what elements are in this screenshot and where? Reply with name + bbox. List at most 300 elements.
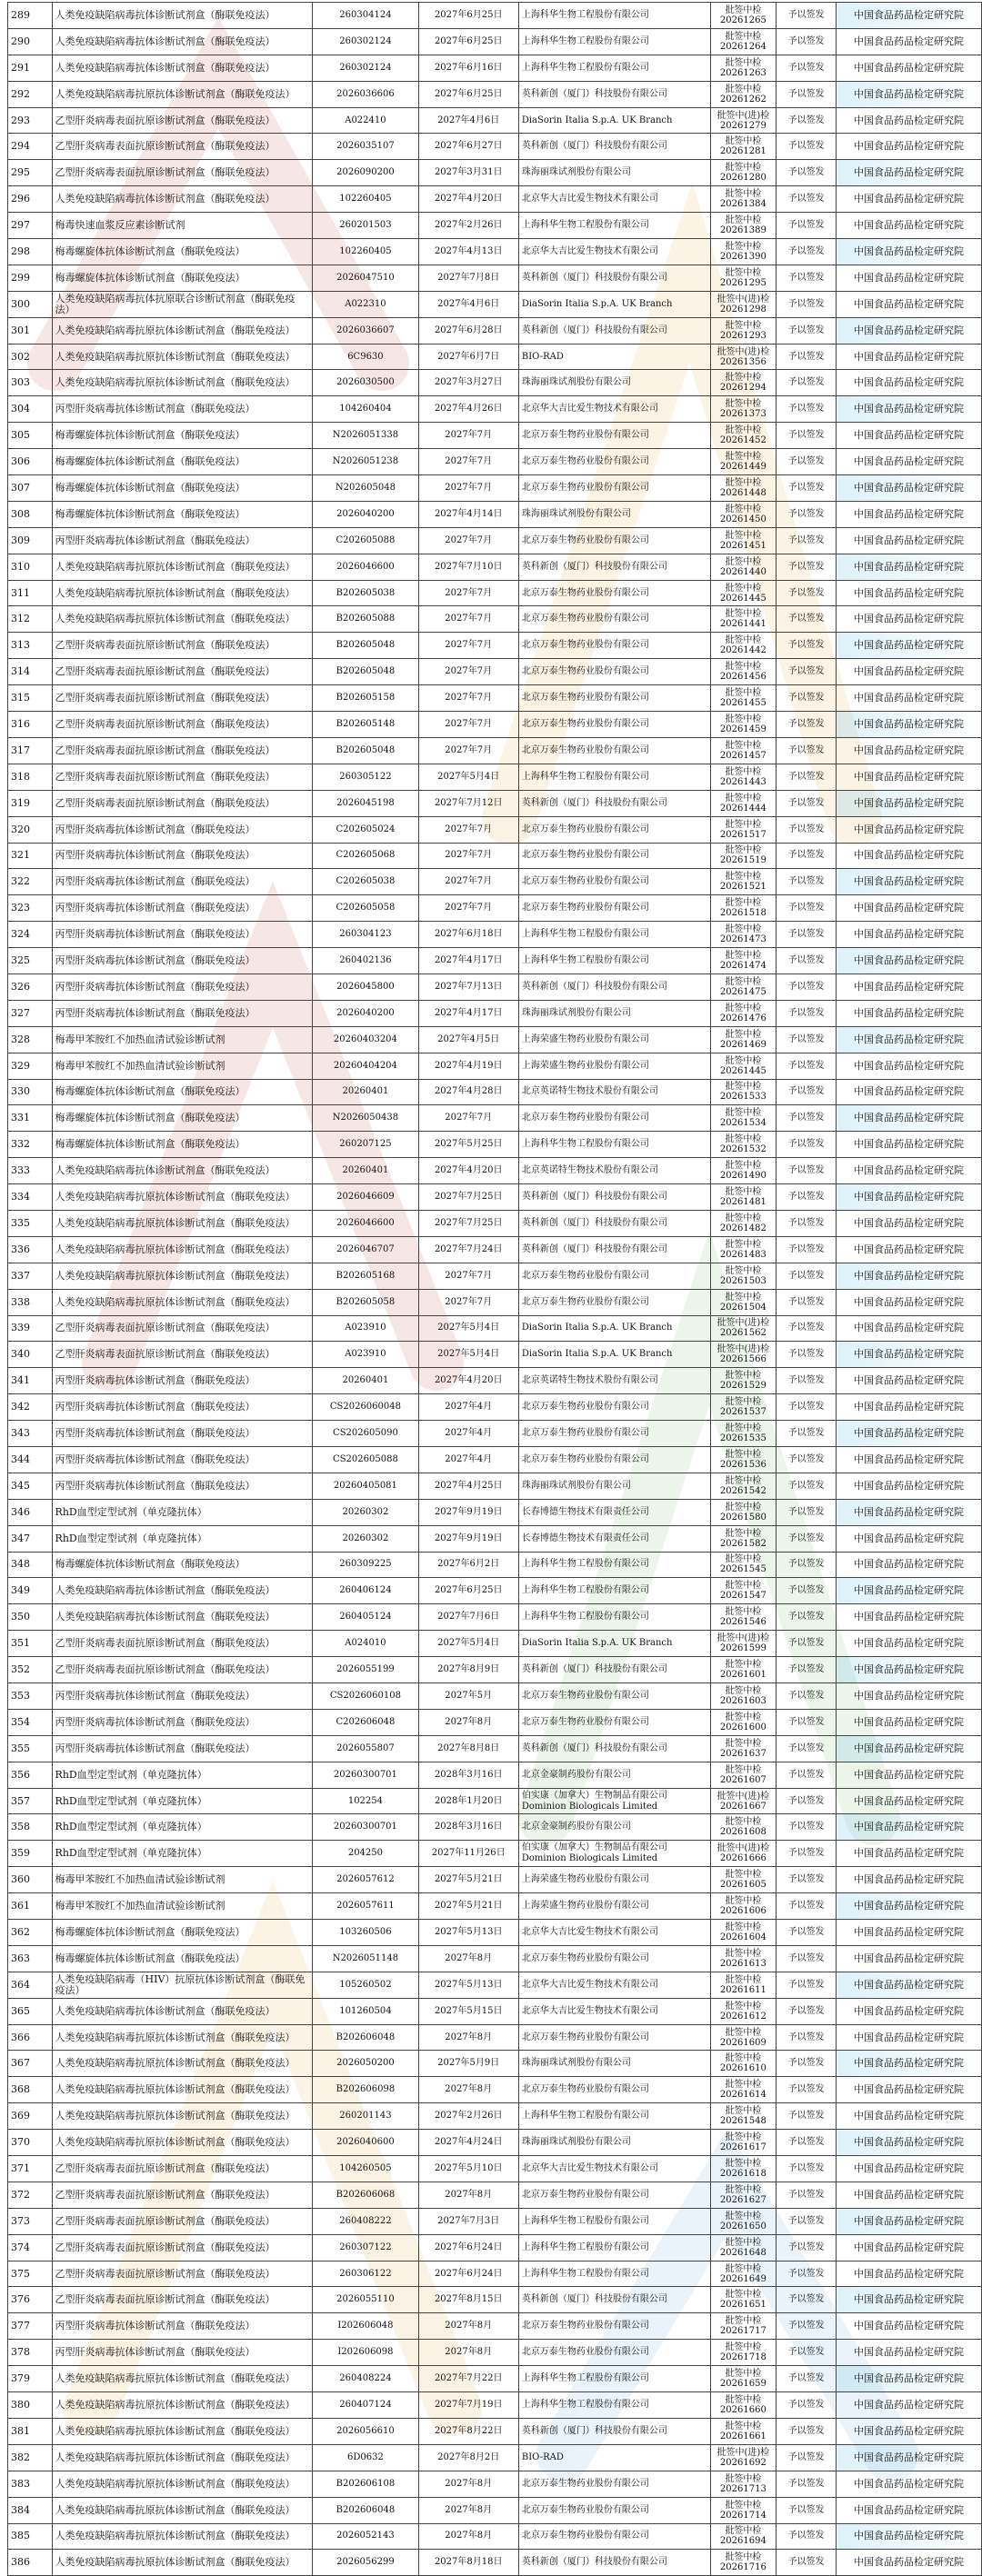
- manufacturer: 北京万泰生物药业股份有限公司: [518, 1263, 710, 1289]
- conclusion: 予以签发: [777, 501, 837, 527]
- product-name: RhD血型定型试剂（单克隆抗体）: [52, 1788, 313, 1814]
- certificate-number: 批签中检 20261474: [710, 948, 777, 974]
- row-number: 341: [8, 1368, 53, 1394]
- expiry-date: 2027年7月: [418, 895, 518, 922]
- certificate-number: 批签中检 20261534: [710, 1105, 777, 1132]
- batch-number: 101260504: [313, 1998, 418, 2024]
- table-row: [8, 2444, 982, 2471]
- product-name: 人类免疫缺陷病毒抗原抗体诊断试剂盒（酶联免疫法）: [52, 1210, 313, 1236]
- conclusion: 予以签发: [777, 1972, 837, 1998]
- conclusion: 予以签发: [777, 396, 837, 423]
- product-name: 乙型肝炎病毒表面抗原诊断试剂盒（酶联免疫法）: [52, 2156, 313, 2182]
- row-number: 338: [8, 1289, 53, 1315]
- manufacturer: 英科新创（厦门）科技股份有限公司: [518, 973, 710, 1000]
- batch-number: 2026050200: [313, 2051, 418, 2077]
- certificate-number: 批签中检 20261450: [710, 501, 777, 527]
- certificate-number: 批签中检 20261262: [710, 81, 777, 107]
- expiry-date: 2027年7月: [418, 580, 518, 606]
- issuing-agency: 中国食品药品检定研究院: [837, 1920, 982, 1946]
- row-number: 297: [8, 213, 53, 239]
- table-row: [8, 1132, 982, 1158]
- expiry-date: 2027年7月6日: [418, 1604, 518, 1631]
- issuing-agency: 中国食品药品检定研究院: [837, 2208, 982, 2234]
- product-name: 梅毒快速血浆反应素诊断试剂: [52, 213, 313, 239]
- product-name: 乙型肝炎病毒表面抗原诊断试剂盒（酶联免疫法）: [52, 2287, 313, 2313]
- table-row: [8, 554, 982, 580]
- expiry-date: 2027年4月20日: [418, 186, 518, 213]
- conclusion: 予以签发: [777, 1236, 837, 1263]
- manufacturer: 北京英诺特生物技术股份有限公司: [518, 1368, 710, 1394]
- conclusion: 予以签发: [777, 370, 837, 396]
- table-row: [8, 973, 982, 1000]
- manufacturer: 珠海丽珠试剂股份有限公司: [518, 1000, 710, 1026]
- certificate-number: 批签中检 20261294: [710, 370, 777, 396]
- batch-number: B202605048: [313, 737, 418, 764]
- certificate-number: 批签中检 20261607: [710, 1762, 777, 1788]
- product-name: 丙型肝炎病毒抗体诊断试剂盒（酶联免疫法）: [52, 973, 313, 1000]
- certificate-number: 批签中检 20261648: [710, 2234, 777, 2261]
- certificate-number: 批签中检 20261627: [710, 2182, 777, 2208]
- issuing-agency: 中国食品药品检定研究院: [837, 1657, 982, 1683]
- certificate-number: 批签中检 20261580: [710, 1499, 777, 1525]
- row-number: 344: [8, 1446, 53, 1473]
- conclusion: 予以签发: [777, 2261, 837, 2287]
- table-row: [8, 2392, 982, 2419]
- product-name: 丙型肝炎病毒抗体诊断试剂盒（酶联免疫法）: [52, 527, 313, 554]
- certificate-number: 批签中检 20261449: [710, 449, 777, 475]
- table-row: [8, 790, 982, 816]
- certificate-number: 批签中检 20261605: [710, 1867, 777, 1893]
- issuing-agency: 中国食品药品检定研究院: [837, 659, 982, 685]
- expiry-date: 2027年4月: [418, 1421, 518, 1447]
- manufacturer: 英科新创（厦门）科技股份有限公司: [518, 1184, 710, 1211]
- product-name: 丙型肝炎病毒抗体诊断试剂盒（酶联免疫法）: [52, 1446, 313, 1473]
- issuing-agency: 中国食品药品检定研究院: [837, 1709, 982, 1735]
- conclusion: 予以签发: [777, 2077, 837, 2103]
- product-name: 乙型肝炎病毒表面抗原诊断试剂盒（酶联免疫法）: [52, 134, 313, 160]
- table-row: [8, 1499, 982, 1525]
- table-row: [8, 685, 982, 712]
- table-row: [8, 1158, 982, 1184]
- certificate-number: 批签中检 20261265: [710, 3, 777, 29]
- certificate-number: 批签中检 20261650: [710, 2208, 777, 2234]
- row-number: 328: [8, 1026, 53, 1053]
- product-name: 人类免疫缺陷病毒抗体诊断试剂盒（酶联免疫法）: [52, 1158, 313, 1184]
- row-number: 371: [8, 2156, 53, 2182]
- issuing-agency: 中国食品药品检定研究院: [837, 1342, 982, 1368]
- certificate-number: 批签中检 20261452: [710, 423, 777, 449]
- batch-number: 20260300701: [313, 1814, 418, 1841]
- issuing-agency: 中国食品药品检定研究院: [837, 2130, 982, 2156]
- row-number: 385: [8, 2523, 53, 2550]
- issuing-agency: 中国食品药品检定研究院: [837, 869, 982, 895]
- issuing-agency: 中国食品药品检定研究院: [837, 1289, 982, 1315]
- certificate-number: 批签中检 20261612: [710, 1998, 777, 2024]
- expiry-date: 2027年9月19日: [418, 1525, 518, 1552]
- expiry-date: 2027年2月26日: [418, 2103, 518, 2130]
- expiry-date: 2027年3月27日: [418, 370, 518, 396]
- expiry-date: 2027年5月15日: [418, 1998, 518, 2024]
- table-row: [8, 186, 982, 213]
- expiry-date: 2027年7月: [418, 685, 518, 712]
- table-row: [8, 291, 982, 317]
- conclusion: 予以签发: [777, 81, 837, 107]
- conclusion: 予以签发: [777, 2444, 837, 2471]
- issuing-agency: 中国食品药品检定研究院: [837, 973, 982, 1000]
- batch-number: 20260405081: [313, 1473, 418, 1499]
- issuing-agency: 中国食品药品检定研究院: [837, 2444, 982, 2471]
- row-number: 329: [8, 1053, 53, 1079]
- table-row: [8, 1920, 982, 1946]
- product-name: 人类免疫缺陷病毒抗原抗体诊断试剂盒（酶联免疫法）: [52, 1289, 313, 1315]
- manufacturer: 北京万泰生物药业股份有限公司: [518, 1289, 710, 1315]
- row-number: 322: [8, 869, 53, 895]
- batch-number: 20260302: [313, 1525, 418, 1552]
- certificate-number: 批签中检 20261475: [710, 973, 777, 1000]
- expiry-date: 2027年7月19日: [418, 2392, 518, 2419]
- table-row: [8, 527, 982, 554]
- conclusion: 予以签发: [777, 28, 837, 55]
- certificate-number: 批签中检 20261384: [710, 186, 777, 213]
- product-name: 人类免疫缺陷病毒抗体诊断试剂盒（酶联免疫法）: [52, 3, 313, 29]
- row-number: 296: [8, 186, 53, 213]
- batch-number: B202605048: [313, 633, 418, 659]
- table-row: [8, 1315, 982, 1342]
- manufacturer: 上海科华生物工程股份有限公司: [518, 2103, 710, 2130]
- certificate-number: 批签中检 20261637: [710, 1735, 777, 1762]
- product-name: 人类免疫缺陷病毒抗原抗体诊断试剂盒（酶联免疫法）: [52, 81, 313, 107]
- conclusion: 予以签发: [777, 1263, 837, 1289]
- certificate-number: 批签中检 20261293: [710, 317, 777, 344]
- manufacturer: 北京万泰生物药业股份有限公司: [518, 869, 710, 895]
- expiry-date: 2027年5月21日: [418, 1893, 518, 1920]
- certificate-number: 批签中(进)检 20261566: [710, 1342, 777, 1368]
- certificate-number: 批签中(进)检 20261692: [710, 2444, 777, 2471]
- expiry-date: 2028年1月20日: [418, 1788, 518, 1814]
- table-row: [8, 895, 982, 922]
- expiry-date: 2027年7月25日: [418, 1184, 518, 1211]
- product-name: 梅毒螺旋体抗体诊断试剂盒（酶联免疫法）: [52, 1945, 313, 1972]
- table-row: [8, 134, 982, 160]
- manufacturer: 珠海丽珠试剂股份有限公司: [518, 2130, 710, 2156]
- table-row: [8, 2261, 982, 2287]
- certificate-number: 批签中(进)检 20261562: [710, 1315, 777, 1342]
- row-number: 368: [8, 2077, 53, 2103]
- product-name: 人类免疫缺陷病毒抗原抗体诊断试剂盒（酶联免疫法）: [52, 317, 313, 344]
- row-number: 301: [8, 317, 53, 344]
- issuing-agency: 中国食品药品检定研究院: [837, 2418, 982, 2444]
- batch-number: A024010: [313, 1631, 418, 1657]
- table-row: [8, 659, 982, 685]
- conclusion: 予以签发: [777, 1578, 837, 1604]
- table-row: [8, 1709, 982, 1735]
- manufacturer: 北京万泰生物药业股份有限公司: [518, 2523, 710, 2550]
- expiry-date: 2027年3月31日: [418, 160, 518, 186]
- certificate-number: 批签中检 20261442: [710, 633, 777, 659]
- batch-number: I202606098: [313, 2340, 418, 2366]
- conclusion: 予以签发: [777, 1210, 837, 1236]
- manufacturer: BIO-RAD: [518, 2444, 710, 2471]
- certificate-number: 批签中检 20261651: [710, 2287, 777, 2313]
- certificate-number: 批签中检 20261661: [710, 2418, 777, 2444]
- batch-number: 2026045800: [313, 973, 418, 1000]
- conclusion: 予以签发: [777, 55, 837, 81]
- issuing-agency: 中国食品药品检定研究院: [837, 922, 982, 948]
- conclusion: 予以签发: [777, 2051, 837, 2077]
- certificate-number: 批签中检 20261457: [710, 737, 777, 764]
- conclusion: 予以签发: [777, 527, 837, 554]
- conclusion: 予以签发: [777, 2340, 837, 2366]
- conclusion: 予以签发: [777, 213, 837, 239]
- row-number: 374: [8, 2234, 53, 2261]
- issuing-agency: 中国食品药品检定研究院: [837, 633, 982, 659]
- conclusion: 予以签发: [777, 1132, 837, 1158]
- product-name: 人类免疫缺陷病毒抗体诊断试剂盒（酶联免疫法）: [52, 186, 313, 213]
- issuing-agency: 中国食品药品检定研究院: [837, 1368, 982, 1394]
- issuing-agency: 中国食品药品检定研究院: [837, 1552, 982, 1578]
- product-name: 乙型肝炎病毒表面抗原诊断试剂盒（酶联免疫法）: [52, 712, 313, 738]
- conclusion: 予以签发: [777, 895, 837, 922]
- batch-number: 2026040200: [313, 501, 418, 527]
- issuing-agency: 中国食品药品检定研究院: [837, 396, 982, 423]
- conclusion: 予以签发: [777, 2156, 837, 2182]
- expiry-date: 2027年6月25日: [418, 28, 518, 55]
- certificate-number: 批签中检 20261448: [710, 475, 777, 502]
- row-number: 340: [8, 1342, 53, 1368]
- row-number: 362: [8, 1920, 53, 1946]
- table-row: [8, 475, 982, 502]
- product-name: 乙型肝炎病毒表面抗原诊断试剂盒（酶联免疫法）: [52, 2208, 313, 2234]
- row-number: 306: [8, 449, 53, 475]
- certificate-number: 批签中检 20261545: [710, 1552, 777, 1578]
- conclusion: 予以签发: [777, 633, 837, 659]
- product-name: 乙型肝炎病毒表面抗原诊断试剂盒（酶联免疫法）: [52, 737, 313, 764]
- conclusion: 予以签发: [777, 1867, 837, 1893]
- product-name: 乙型肝炎病毒表面抗原诊断试剂盒（酶联免疫法）: [52, 160, 313, 186]
- product-name: 丙型肝炎病毒抗体诊断试剂盒（酶联免疫法）: [52, 922, 313, 948]
- table-row: [8, 449, 982, 475]
- row-number: 289: [8, 3, 53, 29]
- certificate-number: 批签中检 20261443: [710, 764, 777, 790]
- table-row: [8, 1552, 982, 1578]
- batch-number: 2026030500: [313, 370, 418, 396]
- expiry-date: 2027年5月13日: [418, 1972, 518, 1998]
- issuing-agency: 中国食品药品检定研究院: [837, 764, 982, 790]
- batch-number: 2026090200: [313, 160, 418, 186]
- table-row: [8, 712, 982, 738]
- batch-number: N2026051148: [313, 1945, 418, 1972]
- certificate-number: 批签中检 20261718: [710, 2340, 777, 2366]
- manufacturer: 北京华大吉比爱生物技术有限公司: [518, 396, 710, 423]
- table-row: [8, 2051, 982, 2077]
- row-number: 339: [8, 1315, 53, 1342]
- expiry-date: 2027年9月19日: [418, 1499, 518, 1525]
- table-row: [8, 2024, 982, 2051]
- row-number: 349: [8, 1578, 53, 1604]
- issuing-agency: 中国食品药品检定研究院: [837, 28, 982, 55]
- certificate-number: 批签中检 20261649: [710, 2261, 777, 2287]
- product-name: 人类免疫缺陷病毒抗体抗原联合诊断试剂盒（酶联免疫法）: [52, 291, 313, 317]
- product-name: 丙型肝炎病毒抗体诊断试剂盒（酶联免疫法）: [52, 816, 313, 843]
- conclusion: 予以签发: [777, 317, 837, 344]
- table-row: [8, 2471, 982, 2497]
- table-row: [8, 1867, 982, 1893]
- expiry-date: 2027年4月20日: [418, 1368, 518, 1394]
- expiry-date: 2027年6月25日: [418, 81, 518, 107]
- certificate-number: 批签中检 20261546: [710, 1604, 777, 1631]
- certificate-number: 批签中检 20261445: [710, 1053, 777, 1079]
- issuing-agency: 中国食品药品检定研究院: [837, 107, 982, 134]
- expiry-date: 2027年7月3日: [418, 2208, 518, 2234]
- expiry-date: 2027年6月7日: [418, 344, 518, 370]
- issuing-agency: 中国食品药品检定研究院: [837, 3, 982, 29]
- row-number: 350: [8, 1604, 53, 1631]
- issuing-agency: 中国食品药品检定研究院: [837, 1184, 982, 1211]
- certificate-number: 批签中检 20261444: [710, 790, 777, 816]
- issuing-agency: 中国食品药品检定研究院: [837, 737, 982, 764]
- manufacturer: 北京万泰生物药业股份有限公司: [518, 606, 710, 633]
- issuing-agency: 中国食品药品检定研究院: [837, 843, 982, 869]
- row-number: 332: [8, 1132, 53, 1158]
- manufacturer: 英科新创（厦门）科技股份有限公司: [518, 1236, 710, 1263]
- batch-number: 260304124: [313, 3, 418, 29]
- conclusion: 予以签发: [777, 239, 837, 265]
- expiry-date: 2027年8月18日: [418, 2550, 518, 2576]
- batch-number: B202606048: [313, 2024, 418, 2051]
- issuing-agency: 中国食品药品检定研究院: [837, 1158, 982, 1184]
- certificate-number: 批签中(进)检 20261298: [710, 291, 777, 317]
- manufacturer: 北京万泰生物药业股份有限公司: [518, 1683, 710, 1710]
- batch-number: CS202605090: [313, 1421, 418, 1447]
- product-name: 梅毒甲苯胺红不加热血清试验诊断试剂: [52, 1893, 313, 1920]
- row-number: 309: [8, 527, 53, 554]
- expiry-date: 2027年4月24日: [418, 2130, 518, 2156]
- conclusion: 予以签发: [777, 2497, 837, 2523]
- product-name: 人类免疫缺陷病毒抗原抗体诊断试剂盒（酶联免疫法）: [52, 2077, 313, 2103]
- row-number: 337: [8, 1263, 53, 1289]
- table-row: [8, 1105, 982, 1132]
- batch-number: 260307122: [313, 2234, 418, 2261]
- product-name: 乙型肝炎病毒表面抗原诊断试剂盒（酶联免疫法）: [52, 633, 313, 659]
- issuing-agency: 中国食品药品检定研究院: [837, 2366, 982, 2392]
- row-number: 292: [8, 81, 53, 107]
- row-number: 298: [8, 239, 53, 265]
- manufacturer: 英科新创（厦门）科技股份有限公司: [518, 1657, 710, 1683]
- product-name: 人类免疫缺陷病毒抗体诊断试剂盒（酶联免疫法）: [52, 1578, 313, 1604]
- manufacturer: 英科新创（厦门）科技股份有限公司: [518, 317, 710, 344]
- conclusion: 予以签发: [777, 1683, 837, 1710]
- certificate-number: 批签中检 20261459: [710, 712, 777, 738]
- manufacturer: 北京万泰生物药业股份有限公司: [518, 1446, 710, 1473]
- certificate-number: 批签中检 20261714: [710, 2497, 777, 2523]
- product-name: 人类免疫缺陷病毒抗原抗体诊断试剂盒（酶联免疫法）: [52, 554, 313, 580]
- expiry-date: 2028年3月16日: [418, 1814, 518, 1841]
- row-number: 335: [8, 1210, 53, 1236]
- row-number: 346: [8, 1499, 53, 1525]
- conclusion: 予以签发: [777, 1473, 837, 1499]
- certificate-number: 批签中检 20261445: [710, 580, 777, 606]
- issuing-agency: 中国食品药品检定研究院: [837, 2471, 982, 2497]
- table-row: [8, 1631, 982, 1657]
- product-name: 人类免疫缺陷病毒抗原抗体诊断试剂盒（酶联免疫法）: [52, 344, 313, 370]
- batch-number: 260207125: [313, 1132, 418, 1158]
- issuing-agency: 中国食品药品检定研究院: [837, 370, 982, 396]
- issuing-agency: 中国食品药品检定研究院: [837, 1604, 982, 1631]
- row-number: 315: [8, 685, 53, 712]
- table-row: [8, 1762, 982, 1788]
- row-number: 366: [8, 2024, 53, 2051]
- certificate-number: 批签中检 20261390: [710, 239, 777, 265]
- row-number: 317: [8, 737, 53, 764]
- table-row: [8, 2287, 982, 2313]
- expiry-date: 2027年6月24日: [418, 2234, 518, 2261]
- certificate-number: 批签中检 20261717: [710, 2313, 777, 2340]
- row-number: 313: [8, 633, 53, 659]
- issuing-agency: 中国食品药品检定研究院: [837, 1394, 982, 1421]
- issuing-agency: 中国食品药品检定研究院: [837, 1473, 982, 1499]
- row-number: 320: [8, 816, 53, 843]
- batch-number: 103260506: [313, 1920, 418, 1946]
- issuing-agency: 中国食品药品检定研究院: [837, 816, 982, 843]
- issuing-agency: 中国食品药品检定研究院: [837, 1841, 982, 1867]
- batch-number: 104260404: [313, 396, 418, 423]
- table-row: [8, 2208, 982, 2234]
- conclusion: 予以签发: [777, 3, 837, 29]
- batch-number: 2026046707: [313, 1236, 418, 1263]
- expiry-date: 2027年4月17日: [418, 1000, 518, 1026]
- expiry-date: 2027年4月25日: [418, 1473, 518, 1499]
- certificate-number: 批签中检 20261389: [710, 213, 777, 239]
- product-name: 丙型肝炎病毒抗体诊断试剂盒（酶联免疫法）: [52, 869, 313, 895]
- expiry-date: 2027年7月: [418, 1263, 518, 1289]
- expiry-date: 2027年8月15日: [418, 2287, 518, 2313]
- row-number: 304: [8, 396, 53, 423]
- table-row: [8, 1525, 982, 1552]
- row-number: 370: [8, 2130, 53, 2156]
- batch-number: A023910: [313, 1315, 418, 1342]
- issuing-agency: 中国食品药品检定研究院: [837, 1499, 982, 1525]
- product-name: 人类免疫缺陷病毒抗原抗体诊断试剂盒（酶联免疫法）: [52, 2392, 313, 2419]
- product-name: 梅毒甲苯胺红不加热血清试验诊断试剂: [52, 1053, 313, 1079]
- issuing-agency: 中国食品药品检定研究院: [837, 1814, 982, 1841]
- product-name: 人类免疫缺陷病毒抗原抗体诊断试剂盒（酶联免疫法）: [52, 606, 313, 633]
- conclusion: 予以签发: [777, 2418, 837, 2444]
- expiry-date: 2027年6月2日: [418, 1552, 518, 1578]
- product-name: 梅毒螺旋体抗体诊断试剂盒（酶联免疫法）: [52, 1132, 313, 1158]
- expiry-date: 2027年7月25日: [418, 1210, 518, 1236]
- product-name: 人类免疫缺陷病毒抗体诊断试剂盒（酶联免疫法）: [52, 1604, 313, 1631]
- conclusion: 予以签发: [777, 1079, 837, 1105]
- manufacturer: 英科新创（厦门）科技股份有限公司: [518, 2287, 710, 2313]
- batch-number: B202606048: [313, 2497, 418, 2523]
- certificate-number: 批签中检 20261476: [710, 1000, 777, 1026]
- product-name: 梅毒螺旋体抗体诊断试剂盒（酶联免疫法）: [52, 423, 313, 449]
- table-row: [8, 2313, 982, 2340]
- manufacturer: 北京万泰生物药业股份有限公司: [518, 2024, 710, 2051]
- issuing-agency: 中国食品药品检定研究院: [837, 344, 982, 370]
- manufacturer: 北京万泰生物药业股份有限公司: [518, 527, 710, 554]
- batch-number: B202606068: [313, 2182, 418, 2208]
- certificate-number: 批签中检 20261473: [710, 922, 777, 948]
- certificate-number: 批签中检 20261603: [710, 1683, 777, 1710]
- table-row: [8, 737, 982, 764]
- conclusion: 予以签发: [777, 737, 837, 764]
- table-row: [8, 1000, 982, 1026]
- manufacturer: 英科新创（厦门）科技股份有限公司: [518, 2550, 710, 2576]
- issuing-agency: 中国食品药品检定研究院: [837, 1867, 982, 1893]
- manufacturer: 北京万泰生物药业股份有限公司: [518, 423, 710, 449]
- certificate-number: 批签中检 20261660: [710, 2392, 777, 2419]
